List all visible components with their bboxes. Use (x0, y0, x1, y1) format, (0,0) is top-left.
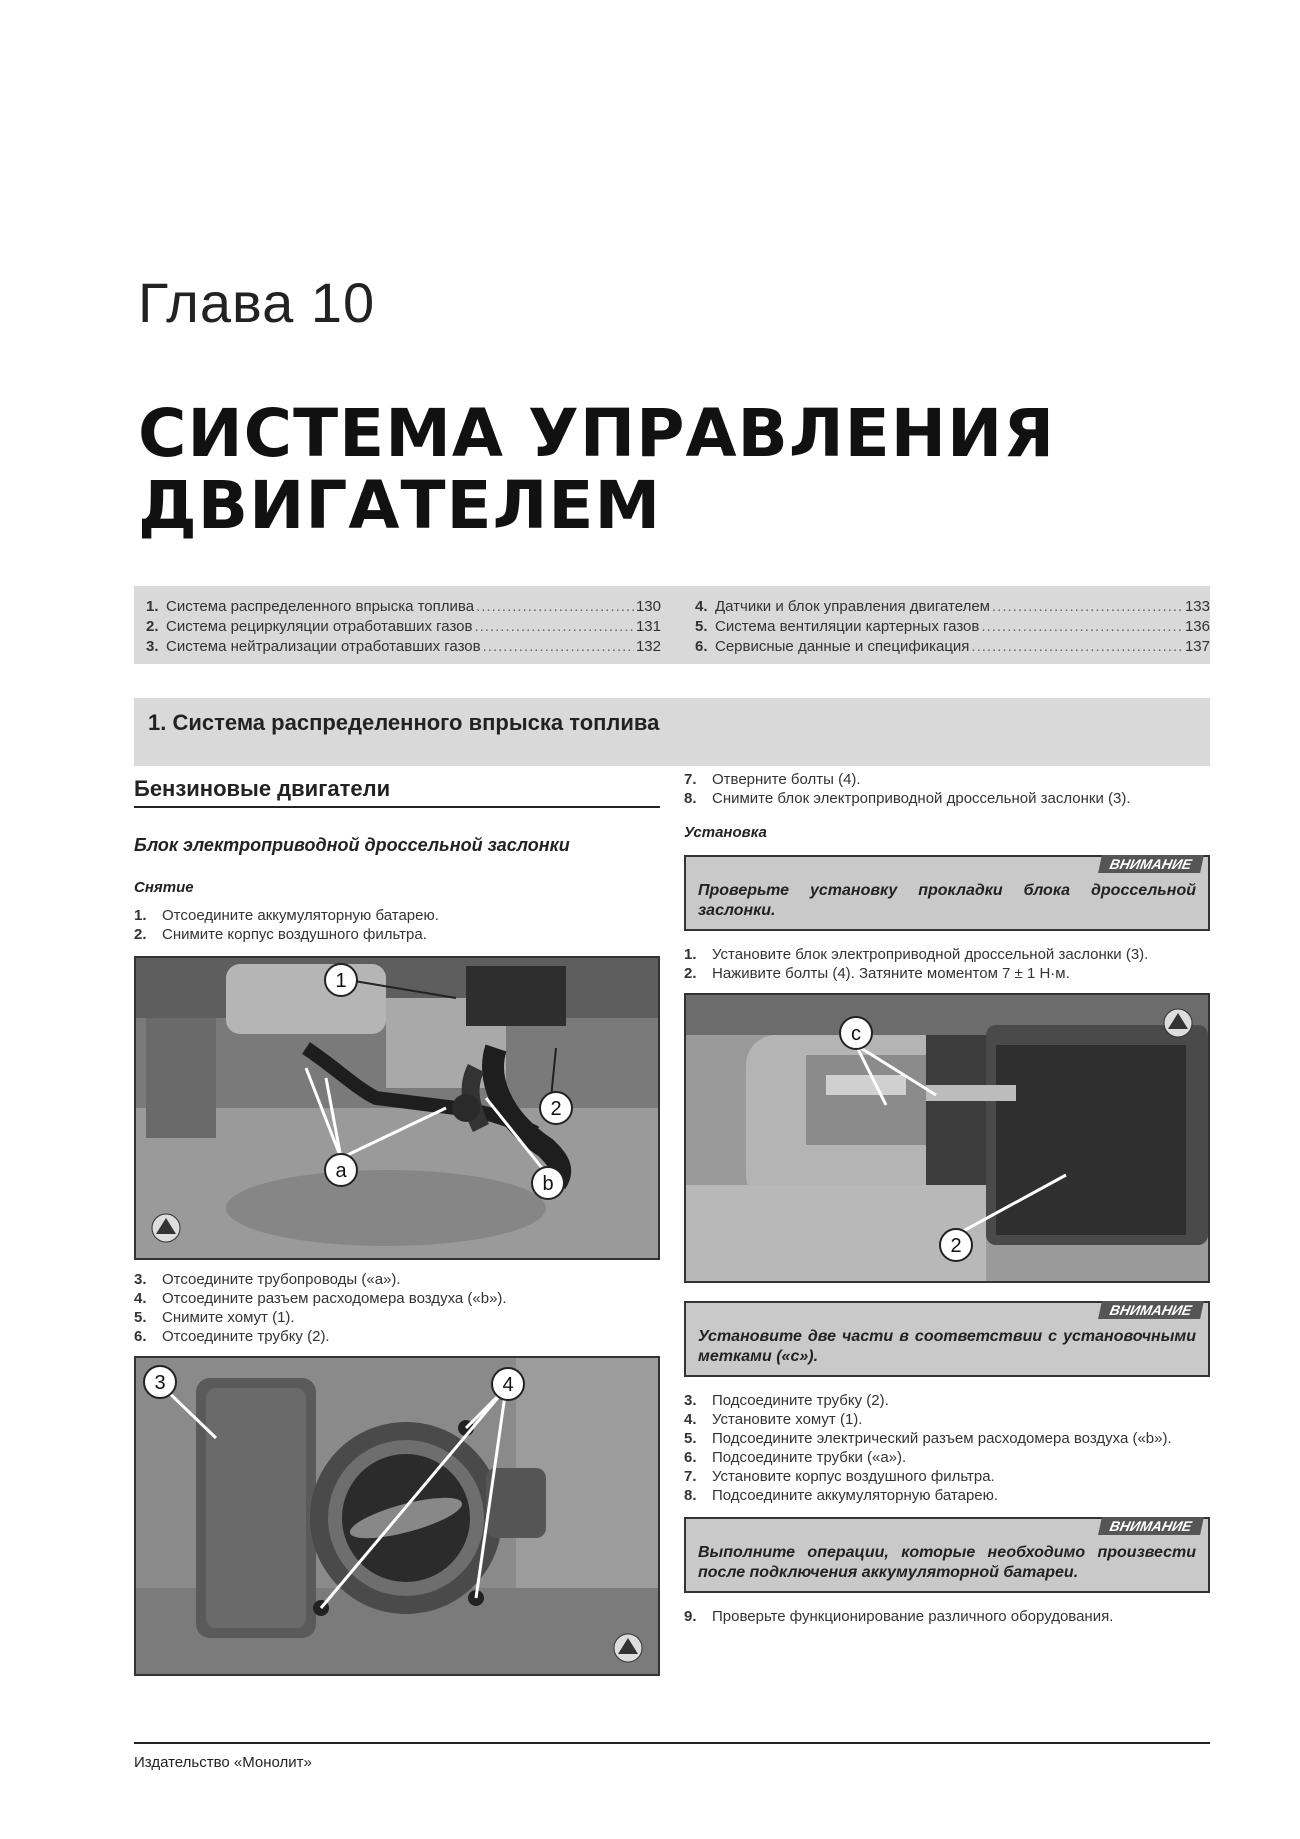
step (684, 1429, 1210, 1448)
step-text: Отсоедините аккумуляторную батарею. (162, 907, 439, 924)
callout-label: 3 (154, 1372, 166, 1394)
toc-num: 2. (146, 618, 159, 635)
step-text: Снимите хомут (1). (162, 1309, 295, 1326)
step-number: 2. (134, 926, 147, 943)
step-number: 6. (684, 1449, 697, 1466)
step-text: Наживите болты (4). Затяните моментом 7 ± 1 Н·м. (712, 965, 1070, 982)
chapter-title (138, 395, 1198, 544)
step-text: Отсоедините разъем расходомера воздуха («b»). (162, 1290, 507, 1307)
section-title: 1. Система распределенного впрыска топлива (134, 698, 1210, 766)
step-text: Снимите блок электроприводной дроссельной заслонки (3). (712, 790, 1131, 807)
step (134, 1289, 660, 1308)
footer-divider (134, 1742, 1210, 1744)
step-number: 3. (134, 1271, 147, 1288)
toc-page: 132 (635, 638, 661, 655)
step-text: Установите блок электроприводной дроссельной заслонки (3). (712, 946, 1149, 963)
engine-bay-illustration (136, 958, 658, 1258)
callout-label: c (851, 1023, 861, 1045)
step (684, 770, 1210, 789)
step (134, 1327, 660, 1346)
callout-2 (540, 1092, 572, 1124)
publisher-footer: Издательство «Монолит» (134, 1754, 312, 1771)
step (684, 1391, 1210, 1410)
steps-install-1 (684, 945, 1210, 983)
right-column (684, 770, 1210, 1626)
left-column (134, 770, 660, 1676)
warning-label: ВНИМАНИЕ (1098, 1517, 1203, 1535)
callout-label: 4 (502, 1374, 514, 1396)
warning-label: ВНИМАНИЕ (1098, 855, 1203, 873)
callout-2 (940, 1229, 972, 1261)
publisher-logo-icon (152, 1214, 180, 1242)
warning-text: Выполните операции, которые необходимо произвести после подключения аккумуляторной батареи. (698, 1544, 1196, 1581)
step-text: Отсоедините трубопроводы («a»). (162, 1271, 401, 1288)
toc-num: 4. (695, 598, 708, 615)
step-number: 4. (684, 1411, 697, 1428)
callout-a (325, 1154, 357, 1186)
air-intake-illustration (686, 995, 1208, 1281)
step-text: Подсоедините трубку (2). (712, 1392, 889, 1409)
warning-label: ВНИМАНИЕ (1098, 1301, 1203, 1319)
step (134, 925, 660, 944)
photo-throttle-body (134, 1356, 660, 1676)
step (684, 1467, 1210, 1486)
callout-1 (325, 964, 357, 996)
step-number: 7. (684, 1468, 697, 1485)
step-text: Отсоедините трубку (2). (162, 1328, 330, 1345)
step (134, 1308, 660, 1327)
step-number: 9. (684, 1608, 697, 1625)
step-number: 8. (684, 1487, 697, 1504)
step-number: 2. (684, 965, 697, 982)
step (684, 964, 1210, 983)
step-number: 7. (684, 771, 697, 788)
warning-text: Установите две части в соответствии с установочными метками («c»). (698, 1328, 1196, 1365)
step (684, 789, 1210, 808)
callout-label: a (335, 1160, 347, 1182)
publisher-logo-icon (1164, 1009, 1192, 1037)
callout-3 (144, 1366, 176, 1398)
toc-leader (474, 617, 634, 637)
toc-item[interactable] (695, 617, 1210, 637)
steps-removal-2 (134, 1270, 660, 1346)
callout-label: b (542, 1173, 554, 1195)
chapter-title-line1: СИСТЕМА УПРАВЛЕНИЯ (138, 395, 1056, 472)
subheading-throttle-unit: Блок электроприводной дроссельной заслонки (134, 835, 570, 855)
chapter-title-line2: ДВИГАТЕЛЕМ (138, 467, 662, 544)
warning-box-alignment (684, 1301, 1210, 1377)
toc-text: Система распределенного впрыска топлива (166, 598, 475, 615)
step-number: 5. (134, 1309, 147, 1326)
photo-air-intake (684, 993, 1210, 1283)
throttle-body-illustration (136, 1358, 658, 1674)
photo-engine-bay (134, 956, 660, 1260)
warning-box-battery (684, 1517, 1210, 1593)
callout-label: 1 (335, 970, 347, 992)
toc-item[interactable] (695, 597, 1210, 617)
toc-leader (476, 597, 634, 617)
step (684, 1448, 1210, 1467)
warning-box-gasket (684, 855, 1210, 931)
step-text: Подсоедините электрический разъем расходомера воздуха («b»). (712, 1430, 1172, 1447)
callout-label: 2 (550, 1098, 562, 1120)
step-number: 4. (134, 1290, 147, 1307)
toc-text: Датчики и блок управления двигателем (715, 598, 990, 615)
toc-leader (981, 617, 1183, 637)
toc-column-left (146, 597, 661, 664)
toc-num: 6. (695, 638, 708, 655)
step-text: Отверните болты (4). (712, 771, 861, 788)
steps-install-3 (684, 1607, 1210, 1626)
warning-text: Проверьте установку прокладки блока дроссельной заслонки. (698, 882, 1196, 919)
toc-leader (992, 597, 1183, 617)
step (684, 1410, 1210, 1429)
step-number: 1. (134, 907, 147, 924)
toc-num: 1. (146, 598, 159, 615)
table-of-contents (134, 586, 1210, 664)
step (134, 1270, 660, 1289)
toc-num: 5. (695, 618, 708, 635)
step-number: 8. (684, 790, 697, 807)
toc-item[interactable] (695, 637, 1210, 657)
toc-item[interactable] (146, 637, 661, 657)
toc-leader (971, 637, 1183, 657)
toc-text: Система вентиляции картерных газов (715, 618, 980, 635)
step-number: 5. (684, 1430, 697, 1447)
step-number: 3. (684, 1392, 697, 1409)
steps-removal-1 (134, 906, 660, 944)
callout-label: 2 (950, 1235, 962, 1257)
installation-label: Установка (684, 824, 767, 841)
step-number: 6. (134, 1328, 147, 1345)
step-number: 1. (684, 946, 697, 963)
toc-column-right (695, 597, 1210, 664)
step (134, 906, 660, 925)
step (684, 945, 1210, 964)
removal-label: Снятие (134, 879, 194, 896)
toc-leader (483, 637, 634, 657)
steps-removal-3 (684, 770, 1210, 808)
step-text: Установите хомут (1). (712, 1411, 863, 1428)
toc-item[interactable] (146, 597, 661, 617)
callout-c (840, 1017, 872, 1049)
toc-text: Система рециркуляции отработавших газов (166, 618, 473, 635)
step-text: Снимите корпус воздушного фильтра. (162, 926, 427, 943)
step-text: Установите корпус воздушного фильтра. (712, 1468, 995, 1485)
step-text: Подсоедините трубки («a»). (712, 1449, 907, 1466)
step (684, 1486, 1210, 1505)
toc-page: 130 (635, 598, 661, 615)
toc-num: 3. (146, 638, 159, 655)
toc-text: Система нейтрализации отработавших газов (166, 638, 481, 655)
toc-page: 131 (635, 618, 661, 635)
subheading-petrol-engines: Бензиновые двигатели (134, 776, 660, 808)
step (684, 1607, 1210, 1626)
toc-item[interactable] (146, 617, 661, 637)
step-text: Проверьте функционирование различного оборудования. (712, 1608, 1114, 1625)
callout-b (532, 1167, 564, 1199)
toc-page: 133 (1184, 598, 1210, 615)
toc-text: Сервисные данные и спецификация (715, 638, 970, 655)
publisher-logo-icon (614, 1634, 642, 1662)
step-text: Подсоедините аккумуляторную батарею. (712, 1487, 999, 1504)
steps-install-2 (684, 1391, 1210, 1505)
toc-page: 136 (1184, 618, 1210, 635)
toc-page: 137 (1184, 638, 1210, 655)
callout-4 (492, 1368, 524, 1400)
chapter-label: Глава 10 (138, 271, 376, 334)
